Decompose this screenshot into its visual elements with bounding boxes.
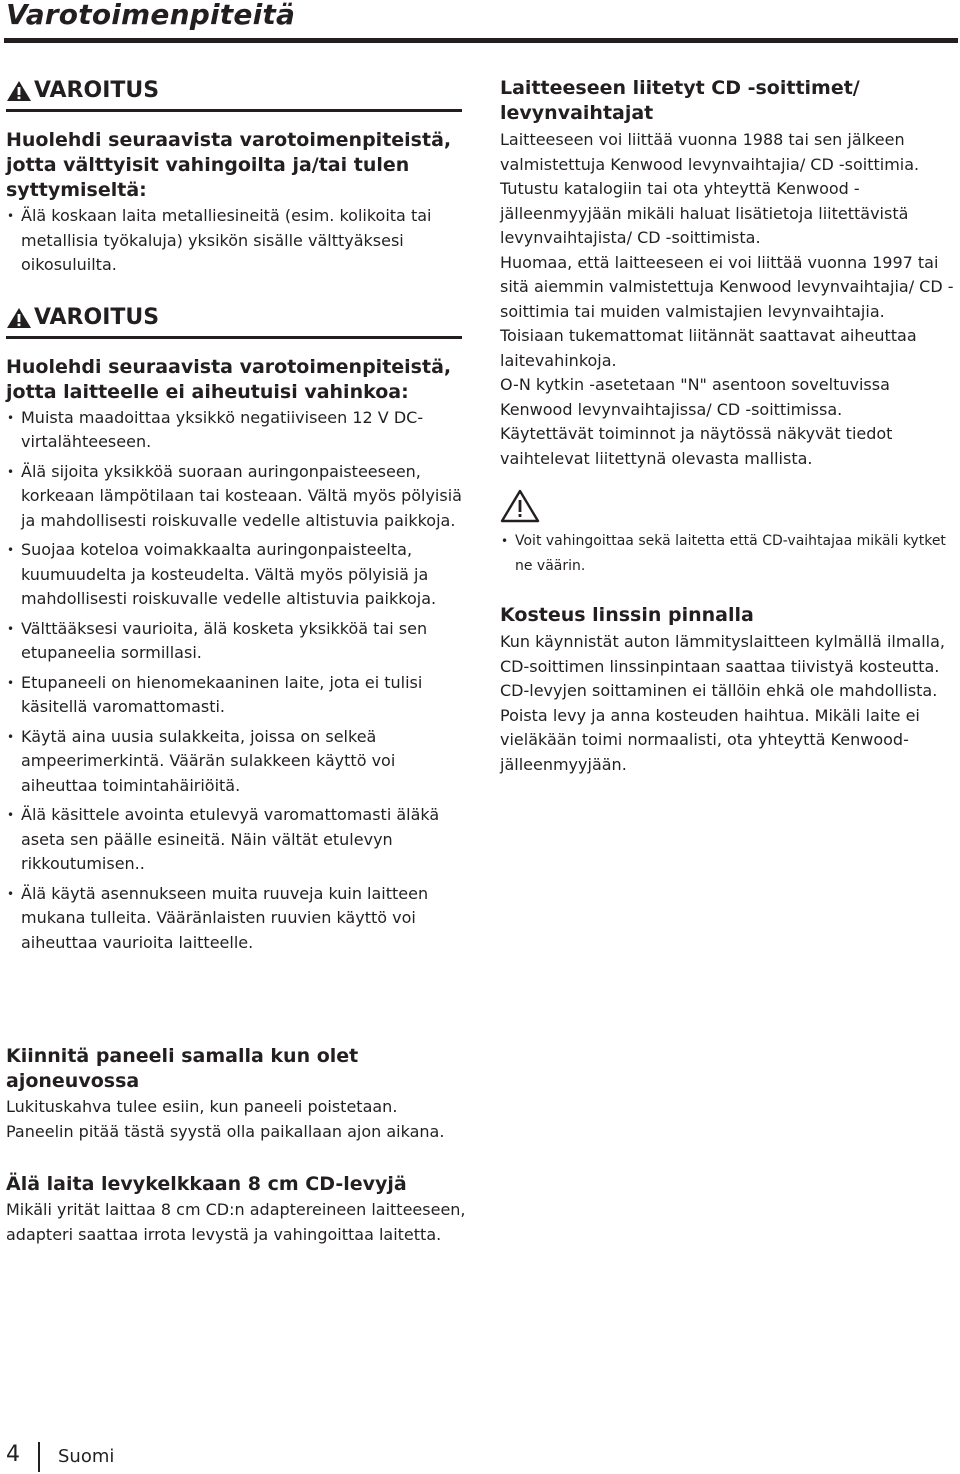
list-item: • Älä käsittele avointa etulevyä varomattomasti äläkä aseta sen päälle esineitä. Näin vältät etulevyn rikkoutumisen.. xyxy=(6,803,466,877)
warning-triangle-icon xyxy=(6,306,32,330)
condensation-heading: Kosteus linssin pinnalla xyxy=(500,604,754,626)
list-item: • Voit vahingoittaa sekä laitetta että CD-vaihtajaa mikäli kytket ne väärin. xyxy=(500,529,958,579)
list-item: • Välttääksesi vaurioita, älä kosketa yksikköä tai sen etupaneelia sormillasi. xyxy=(6,617,466,666)
bottom-left-column xyxy=(6,1044,466,1247)
warning-heading-label: VAROITUS xyxy=(34,78,160,103)
warning-subheading-1: Huolehdi seuraavista varotoimenpiteistä, jotta välttyisit vahingoilta ja/tai tulen syttymiseltä: xyxy=(6,129,452,201)
changer-heading: Laitteeseen liitetyt CD -soittimet/ levynvaihtajat xyxy=(500,77,860,124)
cd8-heading: Älä laita levykelkkaan 8 cm CD-levyjä xyxy=(6,1173,407,1195)
changer-paragraph: Tutustu katalogiin tai ota yhteyttä Kenwood -jälleenmyyjään mikäli haluat lisätietoja liitettävistä levynvaihtajista/ CD -soittimista. xyxy=(500,179,909,247)
changer-paragraph: Huomaa, että laitteeseen ei voi liittää vuonna 1997 tai sitä aiemmin valmistettuja Kenwood levynvaihtajia/ CD -soittimia tai muiden valmistajien levynvaihtajia. xyxy=(500,252,954,321)
panel-heading: Kiinnitä paneeli samalla kun olet ajoneuvossa xyxy=(6,1045,359,1092)
warning-heading-1 xyxy=(6,76,462,112)
cd8-text: Mikäli yrität laittaa 8 cm CD:n adaptereineen laitteeseen, adapteri saattaa irrota levystä ja vahingoittaa laitetta. xyxy=(6,1200,466,1244)
footer-language: Suomi xyxy=(58,1446,115,1467)
warning-heading-label: VAROITUS xyxy=(34,304,160,330)
footer-divider xyxy=(38,1442,40,1472)
warning-triangle-icon xyxy=(6,79,32,103)
warning-heading-2 xyxy=(6,303,462,339)
list-item: • Älä koskaan laita metalliesineitä (esim. kolikoita tai metallisia työkaluja) yksikön sisälle välttyäksesi oikosuluilta. xyxy=(6,204,466,278)
changer-paragraph: O-N kytkin -asetetaan "N" asentoon soveltuvissa Kenwood levynvaihtajissa/ CD -soittimissa. xyxy=(500,375,890,419)
right-column xyxy=(500,76,958,777)
warning-list-2 xyxy=(6,406,466,956)
changer-paragraph: Käytettävät toiminnot ja näytössä näkyvät tiedot vaihtelevat liitettynä olevasta mallista. xyxy=(500,424,893,468)
page-number: 4 xyxy=(6,1442,20,1467)
list-item: • Muista maadoittaa yksikkö negatiiviseen 12 V DC-virtalähteeseen. xyxy=(6,406,466,455)
list-item: • Älä käytä asennukseen muita ruuveja kuin laitteen mukana tulleita. Vääränlaisten ruuvien käyttö voi aiheuttaa vaurioita laitteelle. xyxy=(6,882,466,956)
list-item: • Käytä aina uusia sulakkeita, joissa on selkeä ampeerimerkintä. Väärän sulakkeen käyttö voi aiheuttaa toimintahäiriöitä. xyxy=(6,725,466,799)
page-title: Varotoimenpiteitä xyxy=(6,0,296,31)
list-item: • Älä sijoita yksikköä suoraan auringonpaisteeseen, korkeaan lämpötilaan tai kosteaan. Vältä myös pölyisiä ja mahdollisesti roiskuvalle vedelle altistuvia paikkoja. xyxy=(6,460,466,534)
title-rule xyxy=(4,38,958,43)
left-column xyxy=(6,76,466,960)
list-item: • Etupaneeli on hienomekaaninen laite, jota ei tulisi käsitellä varomattomasti. xyxy=(6,671,466,720)
panel-text: Lukituskahva tulee esiin, kun paneeli poistetaan. Paneelin pitää tästä syystä olla paikallaan ajon aikana. xyxy=(6,1097,445,1141)
warning-subheading-2: Huolehdi seuraavista varotoimenpiteistä, jotta laitteelle ei aiheutuisi vahinkoa: xyxy=(6,355,452,403)
warning-list-1 xyxy=(6,204,466,278)
caution-list xyxy=(500,529,958,579)
list-item: • Suojaa koteloa voimakkaalta auringonpaisteelta, kuumuudelta ja kosteudelta. Vältä myös pölyisiä ja mahdollisesti roiskuvalle vedelle altistuvia paikkoja. xyxy=(6,538,466,612)
condensation-text: Kun käynnistät auton lämmityslaitteen kylmällä ilmalla, CD-soittimen linssinpintaan saattaa tiivistyä kosteutta. CD-levyjen soittaminen ei tällöin ehkä ole mahdollista. Poista levy ja anna kosteuden haihtua. Mikäli laite ei vieläkään toimi normaalisti, ota yhteyttä Kenwood-jälleenmyyjään. xyxy=(500,632,945,774)
caution-triangle-icon xyxy=(500,489,958,527)
changer-paragraph: Toisiaan tukemattomat liitännät saattavat aiheuttaa laitevahinkoja. xyxy=(500,326,917,370)
changer-paragraph: Laitteeseen voi liittää vuonna 1988 tai sen jälkeen valmistettuja Kenwood levynvaihtajia/ CD -soittimia. xyxy=(500,130,920,174)
